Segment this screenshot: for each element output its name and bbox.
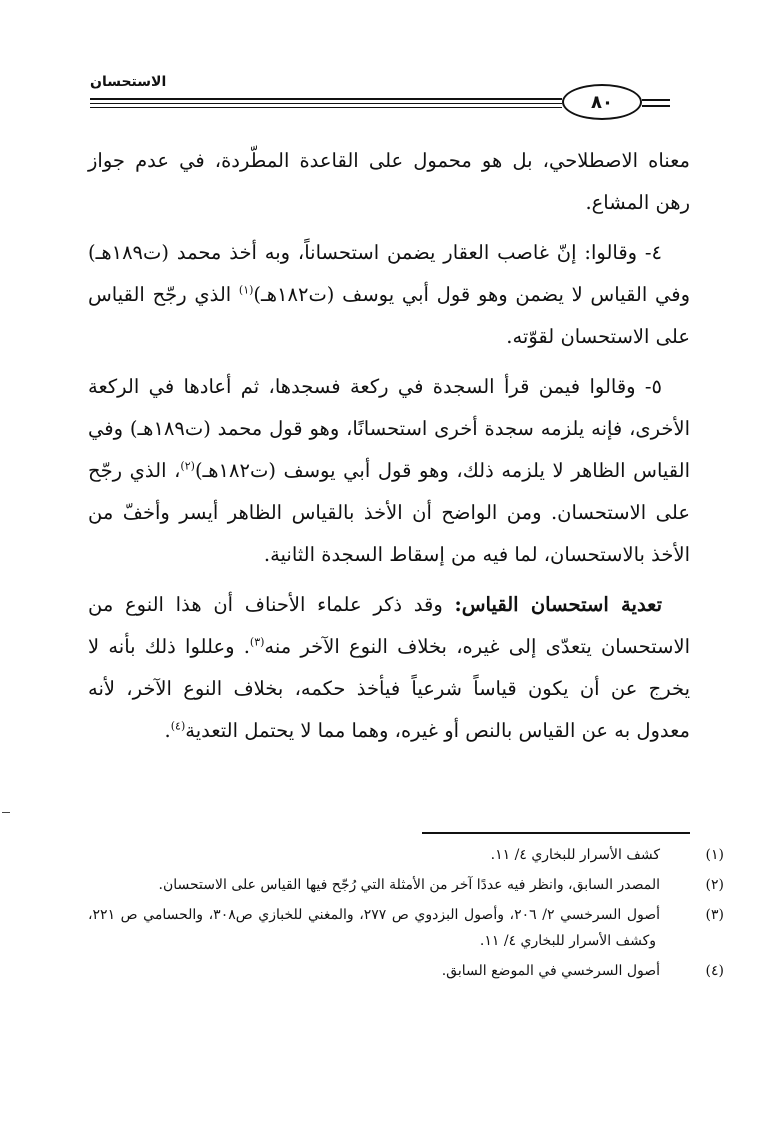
footnote-text: المصدر السابق، وانظر فيه عددًا آخر من الأمثلة التي رُجّح فيها القياس على الاستحسان. [158,877,660,893]
footnote [88,842,724,868]
footnote-number: (٢) [705,877,724,893]
footnote [88,958,724,984]
footnote-number: (١) [705,847,724,863]
paragraph-text: معناه الاصطلاحي، بل هو محمول على القاعدة المطّردة، في عدم جواز رهن المشاع. [88,149,690,214]
header-rule [90,107,562,108]
header-rule [90,103,562,104]
paragraph-text: ، الذي رجّح على الاستحسان. ومن الواضح أن الأخذ بالقياس الظاهر أيسر وأخفّ من الأخذ بالاستحسان، لما فيه من إسقاط السجدة الثانية. [88,459,690,566]
main-text [88,140,690,760]
header-rule [642,99,670,101]
margin-mark [2,812,10,813]
paragraph-2 [88,232,690,358]
paragraph-text: . وعللوا ذلك بأنه لا يخرج عن أن يكون قياساً شرعياً فيأخذ حكمه، بخلاف النوع الآخر، لأنه معدول به عن القياس بالنص أو غيره، وهما مما لا يحتمل التعدية [88,635,690,742]
footnote-separator [422,832,690,834]
paragraph-text: ٥- وقالوا فيمن قرأ السجدة في ركعة فسجدها، ثم أعادها في الركعة الأخرى، فإنه يلزمه سجدة أخرى استحسانًا، وهو قول محمد (ت١٨٩هـ) وفي القياس الظاهر لا يلزمه ذلك، وهو قول أبي يوسف (ت١٨٢هـ) [88,375,691,482]
footnote-number: (٤) [705,963,724,979]
footnote-ref: (٤) [170,719,186,733]
footnote-ref: (١) [238,283,254,297]
paragraph-text: وقد ذكر علماء الأحناف أن هذا النوع من الاستحسان يتعدّى إلى غيره، بخلاف النوع الآخر منه [88,593,690,658]
paragraph-4 [88,584,690,752]
footnotes [88,842,725,988]
page-number: ٨٠ [562,84,642,120]
paragraph-text: الذي رجّح القياس على الاستحسان لقوّته. [88,283,690,348]
footnote-text: كشف الأسرار للبخاري ٤/ ١١. [490,847,660,863]
header-rule [90,98,562,100]
footnote [88,902,725,954]
footnote [88,872,724,898]
footnote-ref: (٣) [249,635,265,649]
footnote-text: أصول السرخسي ٢/ ٢٠٦، وأصول البزدوي ص ٢٧٧، والمغني للخبازي ص٣٠٨، والحسامي ص ٢٢١، وكشف الأسرار للبخاري ٤/ ١١. [88,907,661,949]
footnote-ref: (٢) [180,459,195,473]
footnote-text: أصول السرخسي في الموضع السابق. [441,963,660,979]
paragraph-text: ٤- وقالوا: إنّ غاصب العقار يضمن استحساناً، وبه أخذ محمد (ت١٨٩هـ) وفي القياس لا يضمن وهو قول أبي يوسف (ت١٨٢هـ) [88,241,690,306]
header-rule [642,105,670,107]
page-header [90,62,690,118]
paragraph-3 [88,366,690,576]
running-title: الاستحسان [90,74,167,90]
section-heading: تعدية استحسان القياس: [454,593,663,616]
footnote-number: (٣) [705,907,725,923]
paragraph-1 [88,140,690,224]
paragraph-text: . [164,719,171,742]
